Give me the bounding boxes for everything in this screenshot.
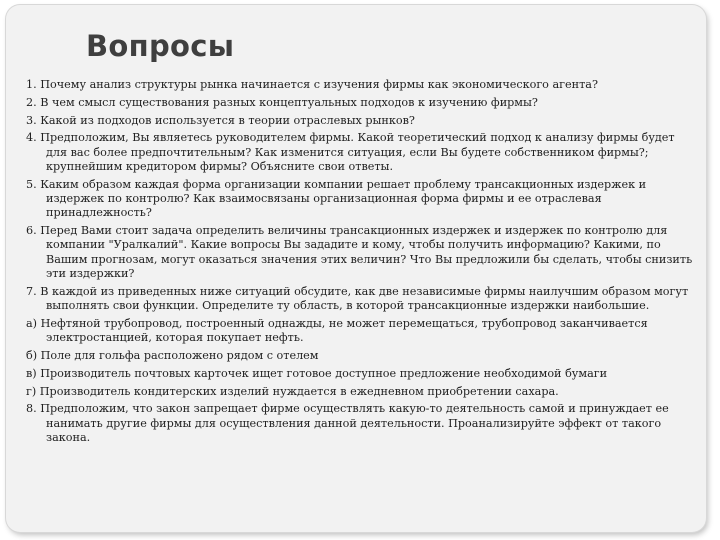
slide-title: Вопросы: [86, 29, 235, 63]
question-item: 6. Перед Вами стоит задача определить величины трансакционных издержек и издержек по контролю для компании "Уралкалий". Какие вопросы Вы зададите и кому, чтобы получить информацию? Какими, по Вашим прогнозам, могут оказаться значения этих величин? Что Вы предложили бы сделать, чтобы снизить эти издержки?: [26, 224, 693, 281]
question-item: 8. Предположим, что закон запрещает фирме осуществлять какую-то деятельность самой и принуждает ее нанимать другие фирмы для осуществления данной деятельности. Проанализируйте эффект от такого закона.: [26, 402, 669, 445]
question-subitem: а) Нефтяной трубопровод, построенный однажды, не может перемещаться, трубопровод заканчивается электростанцией, которая покупает нефть.: [26, 316, 648, 345]
question-item: 1. Почему анализ структуры рынка начинается с изучения фирмы как экономического агента?: [26, 78, 598, 91]
question-subitem: в) Производитель почтовых карточек ищет готовое доступное предложение необходимой бумаги: [26, 366, 608, 380]
slide: [6, 5, 706, 532]
question-list: [26, 78, 698, 449]
question-item: 7. В каждой из приведенных ниже ситуаций обсудите, как две независимые фирмы наилучшим образом могут выполнять свои функции. Определите ту область, в которой трансакционные издержки наибольшие.: [26, 284, 689, 313]
question-item: 4. Предположим, Вы являетесь руководителем фирмы. Какой теоретический подход к анализу фирмы будет для вас более предпочтительным? Как изменится ситуация, если Вы будете собственником фирмы?; крупнейшим кредитором фирмы? Объясните свои ответы.: [26, 131, 675, 173]
question-item: 3. Какой из подходов используется в теории отраслевых рынков?: [26, 113, 415, 127]
question-subitem: б) Поле для гольфа расположено рядом с отелем: [26, 349, 319, 363]
question-item: 5. Каким образом каждая форма организации компании решает проблему трансакционных издержек и издержек по контролю? Как взаимосвязаны организационная форма фирмы и ее отраслевая принадлежность?: [26, 177, 647, 220]
question-subitem: г) Производитель кондитерских изделий нуждается в ежедневном приобретении сахара.: [26, 384, 559, 398]
question-item: 2. В чем смысл существования разных концептуальных подходов к изучению фирмы?: [26, 95, 538, 109]
